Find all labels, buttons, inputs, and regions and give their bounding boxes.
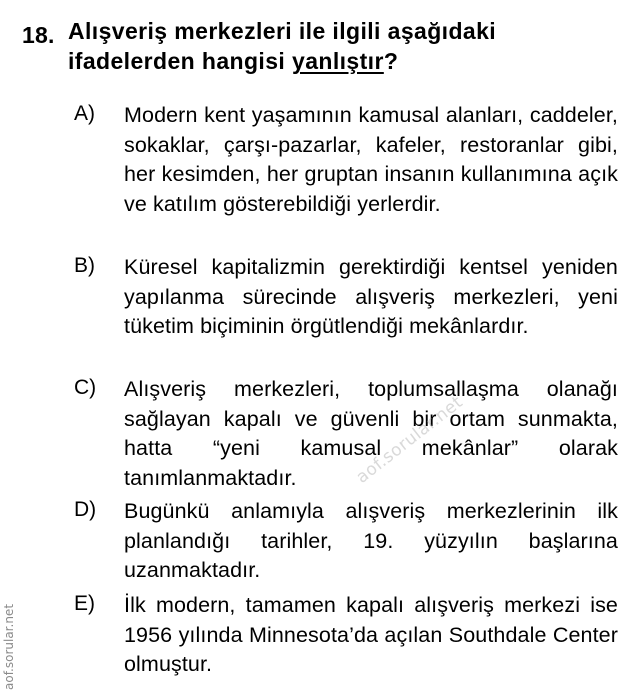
question-number: 18.	[22, 22, 55, 48]
question-mark: ?	[383, 48, 399, 74]
option-d-text[interactable]: Bugünkü anlamıyla alışveriş merkezlerinin ilk planlandığı tarihler, 19. yüzyılın başlarına uzanmaktadır.	[124, 499, 618, 582]
question-text-main: Alışveriş merkezleri ile ilgili aşağıdaki ifadelerden hangisi	[68, 18, 497, 74]
option-c-letter[interactable]: C)	[74, 376, 97, 399]
question-text	[68, 16, 608, 76]
question-keyword-underlined: yanlıştır	[292, 48, 384, 74]
option-c-text[interactable]: Alışveriş merkezleri, toplumsallaşma olanağı sağlayan kapalı ve güvenli bir ortam sunmakta, hatta “yeni kamusal mekânlar” olarak tanımlanmaktadır.	[124, 377, 618, 490]
option-b-letter[interactable]: B)	[74, 254, 95, 277]
diagonal-watermark: aof.sorular.net	[352, 392, 467, 488]
option-e-text[interactable]: İlk modern, tamamen kapalı alışveriş merkezi ise 1956 yılında Minnesota’da açılan Southdale Center olmuştur.	[124, 593, 618, 676]
side-watermark: aof.sorular.net	[2, 603, 16, 690]
option-e-letter[interactable]: E)	[74, 592, 95, 615]
option-a-text[interactable]: Modern kent yaşamının kamusal alanları, caddeler, sokaklar, çarşı-pazarlar, kafeler, restoranlar gibi, her kesimden, her gruptan insanın kullanımına açık ve katılım gösterebildiği yerlerdir.	[124, 103, 618, 216]
option-a-letter[interactable]: A)	[74, 102, 95, 125]
option-b-text[interactable]: Küresel kapitalizmin gerektirdiği kentsel yeniden yapılanma sürecinde alışveriş merkezleri, yeni tüketim biçiminin örgütlendiği mekânlardır.	[124, 255, 618, 338]
option-d-letter[interactable]: D)	[74, 498, 97, 521]
